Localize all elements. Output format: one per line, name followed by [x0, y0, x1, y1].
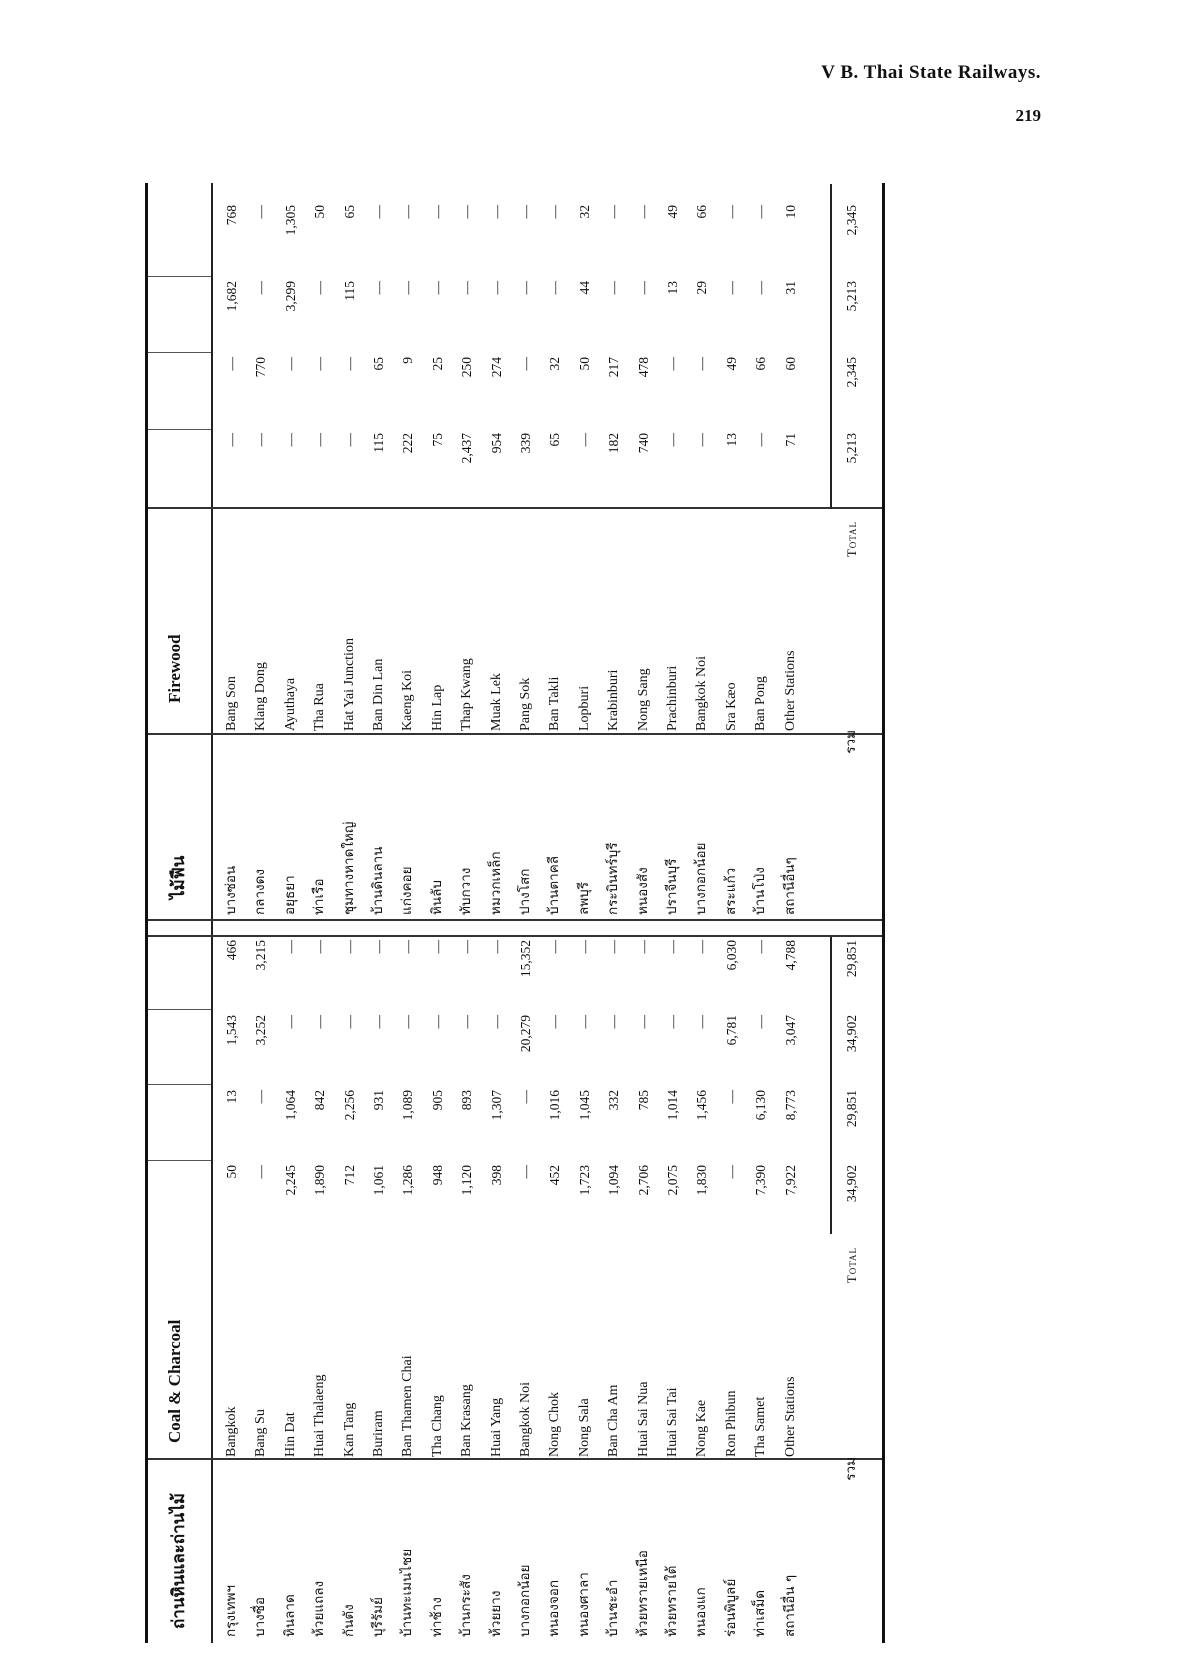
- value-cell: 115: [371, 433, 386, 453]
- station-thai-name: บางซื่อ: [252, 1596, 269, 1637]
- value-cell: 3,047: [782, 1015, 798, 1046]
- value-cell: —: [341, 433, 357, 447]
- total-value: 29,851: [844, 1090, 859, 1128]
- station-thai-name: หนองศาลา: [575, 1572, 592, 1637]
- total-row: [837, 183, 866, 1643]
- station-name: Muak Lek: [488, 673, 504, 731]
- station-name: Bang Su: [253, 1409, 269, 1457]
- value-cell: 3,299: [282, 281, 298, 312]
- value-cell: —: [635, 281, 651, 295]
- station-name: Huai Sai Tai: [665, 1387, 680, 1457]
- value-cell: —: [400, 1015, 416, 1029]
- value-cell: 250: [459, 357, 475, 378]
- station-name: Tha Rua: [312, 683, 328, 731]
- station-name: Ban Thamen Chai: [400, 1355, 416, 1457]
- value-cell: 1,305: [282, 205, 298, 236]
- table-row: [717, 183, 746, 1643]
- sub-column-rule: [148, 429, 211, 430]
- value-cell: —: [753, 433, 769, 447]
- table-row: [540, 183, 569, 1643]
- value-cell: 1,830: [694, 1165, 710, 1196]
- value-cell: 44: [576, 281, 592, 295]
- value-cell: 466: [224, 940, 239, 961]
- station-thai-name: หนองแก: [693, 1587, 710, 1637]
- station-thai-name: หินลาด: [281, 1594, 298, 1637]
- value-cell: 15,352: [518, 940, 533, 978]
- total-value: 2,345: [844, 357, 859, 388]
- value-cell: 2,075: [665, 1165, 680, 1196]
- value-cell: 32: [576, 205, 592, 219]
- value-cell: 65: [371, 357, 386, 371]
- station-name: Prachinburi: [665, 665, 680, 731]
- value-cell: —: [429, 205, 445, 219]
- value-cell: —: [253, 1165, 269, 1179]
- value-cell: —: [488, 1015, 504, 1029]
- value-cell: —: [312, 281, 328, 295]
- value-cell: —: [606, 205, 622, 219]
- table-row: [217, 183, 246, 1643]
- station-thai-name: บุรีรัมย์: [370, 1597, 386, 1637]
- value-cell: —: [341, 357, 357, 371]
- value-cell: —: [753, 205, 769, 219]
- value-cell: —: [635, 205, 651, 219]
- value-cell: 1,890: [312, 1165, 328, 1196]
- value-cell: —: [518, 357, 533, 371]
- station-thai-name: สถานีอื่น ๆ: [781, 1574, 798, 1637]
- value-cell: 60: [782, 357, 798, 371]
- value-cell: 13: [224, 1090, 239, 1104]
- value-cell: 332: [606, 1090, 622, 1111]
- value-cell: 770: [253, 357, 269, 378]
- value-cell: 1,682: [224, 281, 239, 312]
- value-cell: —: [576, 1015, 592, 1029]
- value-cell: 740: [635, 433, 651, 454]
- value-cell: 712: [341, 1165, 357, 1186]
- table-row: [276, 183, 305, 1643]
- station-thai-name: กันตัง: [340, 1604, 357, 1637]
- value-cell: 50: [576, 357, 592, 371]
- station-thai-name: หนองสัง: [634, 867, 651, 915]
- value-cell: 398: [488, 1165, 504, 1186]
- station-name: Huai Sai Nua: [635, 1381, 651, 1457]
- value-cell: 768: [224, 205, 239, 226]
- station-thai-name: บ้านโป่ง: [752, 867, 769, 915]
- station-name: Hin Dat: [282, 1412, 298, 1457]
- station-name: Ban Din Lan: [371, 658, 386, 731]
- station-thai-name: กรุงเทพฯ: [223, 1584, 239, 1637]
- value-cell: 7,390: [753, 1165, 769, 1196]
- total-thai-label: รวม: [843, 1457, 859, 1481]
- station-thai-name: ลพบุรี: [575, 882, 592, 915]
- value-cell: —: [459, 205, 475, 219]
- value-cell: 8,773: [782, 1090, 798, 1121]
- value-cell: 4,788: [782, 940, 798, 971]
- value-cell: 2,245: [282, 1165, 298, 1196]
- value-cell: —: [665, 1015, 680, 1029]
- value-cell: 1,016: [547, 1090, 563, 1121]
- station-name: Buriram: [371, 1410, 386, 1457]
- total-label: Total: [844, 1247, 859, 1284]
- value-cell: 3,252: [253, 1015, 269, 1046]
- table-row: [393, 183, 422, 1643]
- station-name: Bang Son: [224, 676, 239, 731]
- table-row: [482, 183, 511, 1643]
- value-cell: —: [371, 205, 386, 219]
- value-cell: 65: [341, 205, 357, 219]
- value-cell: —: [371, 281, 386, 295]
- station-thai-name: กระบินทร์บุรี: [605, 842, 622, 915]
- table-top-rule: [145, 183, 148, 1643]
- value-cell: —: [253, 281, 269, 295]
- station-thai-name: ปางโสก: [517, 868, 533, 915]
- value-cell: 3,215: [253, 940, 269, 971]
- value-cell: 6,130: [753, 1090, 769, 1121]
- value-cell: 50: [312, 205, 328, 219]
- value-cell: —: [429, 281, 445, 295]
- station-thai-name: บางกอกน้อย: [693, 842, 710, 915]
- station-thai-name: บางกอกน้อย: [517, 1564, 533, 1637]
- value-cell: 478: [635, 357, 651, 378]
- total-value: 5,213: [844, 281, 859, 312]
- value-cell: 6,781: [723, 1015, 739, 1046]
- value-cell: 1,307: [488, 1090, 504, 1121]
- value-cell: —: [547, 1015, 563, 1029]
- value-cell: 65: [547, 433, 563, 447]
- value-cell: 29: [694, 281, 710, 295]
- value-cell: 1,014: [665, 1090, 680, 1121]
- table-row: [335, 183, 364, 1643]
- firewood-heading: Firewood: [165, 634, 184, 703]
- station-name: Ban Cha Am: [606, 1384, 622, 1457]
- value-cell: —: [518, 1165, 533, 1179]
- station-thai-name: หมวกเหล็ก: [487, 851, 504, 915]
- station-name: Hin Lap: [429, 684, 445, 731]
- value-cell: —: [312, 1015, 328, 1029]
- value-cell: 2,437: [459, 433, 475, 464]
- station-name: Ban Pong: [753, 676, 769, 731]
- value-cell: —: [753, 281, 769, 295]
- value-cell: —: [253, 1090, 269, 1104]
- value-cell: —: [665, 357, 680, 371]
- value-cell: —: [665, 433, 680, 447]
- value-cell: —: [459, 1015, 475, 1029]
- value-cell: —: [253, 205, 269, 219]
- value-cell: —: [282, 1015, 298, 1029]
- value-cell: 1,089: [400, 1090, 416, 1121]
- station-thai-name: ปราจีนบุรี: [664, 858, 680, 915]
- value-cell: 893: [459, 1090, 475, 1111]
- table-row: [687, 183, 716, 1643]
- station-name: Nong Sala: [576, 1398, 592, 1457]
- table-row: [570, 183, 599, 1643]
- value-cell: —: [694, 1015, 710, 1029]
- station-name: Bangkok Noi: [694, 655, 710, 731]
- station-name: Kan Tang: [341, 1402, 357, 1457]
- value-cell: —: [547, 281, 563, 295]
- total-rule: [830, 184, 832, 509]
- sub-column-rule: [148, 1160, 211, 1161]
- station-thai-name: ท่าช้าง: [428, 1597, 445, 1637]
- value-cell: —: [488, 281, 504, 295]
- value-cell: —: [606, 940, 622, 954]
- value-cell: 1,045: [576, 1090, 592, 1121]
- firewood-thai-heading: ไม้ฟืน: [169, 855, 189, 899]
- value-cell: 1,061: [371, 1165, 386, 1196]
- value-cell: —: [518, 205, 533, 219]
- total-rule: [830, 937, 832, 1234]
- station-name: Ban Takli: [547, 676, 563, 731]
- station-thai-name: บ้านชะอำ: [605, 1579, 622, 1637]
- value-cell: —: [282, 433, 298, 447]
- station-name: Huai Yang: [488, 1397, 504, 1457]
- value-cell: 7,922: [782, 1165, 798, 1196]
- value-cell: 948: [429, 1165, 445, 1186]
- value-cell: —: [694, 357, 710, 371]
- station-name: Bangkok: [224, 1406, 239, 1457]
- value-cell: —: [224, 357, 239, 371]
- sub-column-rule: [148, 276, 211, 277]
- value-cell: —: [518, 1090, 533, 1104]
- value-cell: 9: [400, 357, 416, 364]
- value-cell: 1,456: [694, 1090, 710, 1121]
- value-cell: —: [606, 1015, 622, 1029]
- value-cell: 49: [665, 205, 680, 219]
- station-name: Nong Kae: [694, 1399, 710, 1457]
- station-thai-name: บ้านกระสัง: [458, 1574, 475, 1637]
- station-thai-name: ท่าเรือ: [311, 878, 328, 915]
- table-bottom-rule: [882, 183, 885, 1643]
- coal-heading: Coal & Charcoal: [165, 1319, 184, 1443]
- value-cell: —: [312, 433, 328, 447]
- value-cell: —: [753, 1015, 769, 1029]
- station-thai-name: ร่อนพิบูลย์: [722, 1578, 739, 1637]
- value-cell: 1,094: [606, 1165, 622, 1196]
- value-cell: —: [547, 205, 563, 219]
- value-cell: —: [635, 940, 651, 954]
- value-cell: —: [547, 940, 563, 954]
- value-cell: 20,279: [518, 1015, 533, 1053]
- station-name: Tha Chang: [429, 1395, 445, 1457]
- value-cell: 2,256: [341, 1090, 357, 1121]
- value-cell: 50: [224, 1165, 239, 1179]
- value-cell: 66: [694, 205, 710, 219]
- station-thai-name: อยุธยา: [281, 875, 298, 915]
- total-label: Total: [844, 521, 859, 558]
- table-row: [364, 183, 393, 1643]
- sub-column-rule: [148, 352, 211, 353]
- total-value: 29,851: [844, 940, 859, 978]
- value-cell: —: [723, 1090, 739, 1104]
- value-cell: —: [635, 1015, 651, 1029]
- value-cell: —: [723, 281, 739, 295]
- page-number: 219: [1015, 106, 1041, 125]
- table-row: [776, 183, 805, 1643]
- value-cell: 75: [429, 433, 445, 447]
- station-thai-name: ห้วยทรายใต้: [664, 1565, 680, 1637]
- station-thai-name: หินลับ: [428, 880, 445, 915]
- total-value: 2,345: [844, 205, 859, 236]
- station-name: Ayuthaya: [282, 677, 298, 731]
- sub-column-rule: [148, 1009, 211, 1010]
- value-cell: 2,706: [635, 1165, 651, 1196]
- header-rule: [211, 183, 213, 1643]
- total-thai-label: รวม: [843, 730, 859, 754]
- value-cell: —: [371, 1015, 386, 1029]
- station-thai-name: สระแก้ว: [722, 867, 739, 915]
- value-cell: —: [723, 205, 739, 219]
- value-cell: —: [429, 1015, 445, 1029]
- station-thai-name: บางซ่อน: [223, 865, 239, 915]
- sub-column-rule: [148, 1084, 211, 1085]
- value-cell: —: [371, 940, 386, 954]
- station-thai-name: ชุมทางหาดใหญ่: [340, 821, 357, 915]
- value-cell: 785: [635, 1090, 651, 1111]
- value-cell: 6,030: [723, 940, 739, 971]
- station-name: Nong Chok: [547, 1392, 563, 1457]
- total-value: 34,902: [844, 1165, 859, 1203]
- value-cell: —: [282, 940, 298, 954]
- station-thai-name: ท่าเสม็ด: [752, 1590, 769, 1637]
- value-cell: 222: [400, 433, 416, 454]
- value-cell: 452: [547, 1165, 563, 1186]
- station-name: Thap Kwang: [459, 658, 475, 731]
- value-cell: —: [224, 433, 239, 447]
- value-cell: 842: [312, 1090, 328, 1111]
- value-cell: —: [400, 281, 416, 295]
- station-name: Krabinburi: [606, 669, 622, 731]
- station-name: Hat Yai Junction: [341, 638, 357, 731]
- table-row: [599, 183, 628, 1643]
- value-cell: —: [665, 940, 680, 954]
- value-cell: —: [518, 281, 533, 295]
- table-row: [452, 183, 481, 1643]
- value-cell: 1,286: [400, 1165, 416, 1196]
- station-name: Bangkok Noi: [518, 1381, 533, 1457]
- value-cell: 339: [518, 433, 533, 454]
- station-name: Other Stations: [782, 1376, 798, 1457]
- station-thai-name: ห้วยแถลง: [311, 1580, 328, 1637]
- value-cell: —: [341, 1015, 357, 1029]
- station-thai-name: กลางดง: [252, 869, 269, 915]
- value-cell: 49: [723, 357, 739, 371]
- value-cell: —: [459, 281, 475, 295]
- table-row: [746, 183, 775, 1643]
- value-cell: —: [694, 940, 710, 954]
- value-cell: —: [606, 281, 622, 295]
- value-cell: —: [400, 205, 416, 219]
- value-cell: 1,543: [224, 1015, 239, 1046]
- value-cell: —: [488, 205, 504, 219]
- value-cell: 905: [429, 1090, 445, 1111]
- value-cell: 66: [753, 357, 769, 371]
- station-thai-name: ห้วยทรายเหนือ: [634, 1550, 651, 1637]
- value-cell: —: [312, 940, 328, 954]
- value-cell: 31: [782, 281, 798, 295]
- station-thai-name: สถานีอื่นๆ: [781, 857, 798, 915]
- value-cell: —: [723, 1165, 739, 1179]
- total-value: 5,213: [844, 433, 859, 464]
- station-thai-name: หนองจอก: [546, 1579, 563, 1637]
- table-row: [305, 183, 334, 1643]
- value-cell: —: [253, 433, 269, 447]
- value-cell: —: [341, 940, 357, 954]
- freight-table: [145, 183, 885, 1643]
- value-cell: 1,064: [282, 1090, 298, 1121]
- value-cell: 1,120: [459, 1165, 475, 1196]
- value-cell: —: [694, 433, 710, 447]
- station-name: Nong Sang: [635, 668, 651, 731]
- value-cell: 25: [429, 357, 445, 371]
- rotated-table: [145, 183, 885, 1643]
- station-thai-name: แก่งคอย: [399, 866, 416, 915]
- station-name: Ron Phibun: [723, 1390, 739, 1457]
- running-head: V B. Thai State Railways.: [821, 62, 1041, 83]
- table-row: [246, 183, 275, 1643]
- station-thai-name: ทับกวาง: [458, 867, 475, 915]
- station-name: Huai Thalaeng: [312, 1374, 328, 1457]
- coal-thai-heading: ถ่านหินและถ่านไม้: [169, 1492, 189, 1629]
- value-cell: 931: [371, 1090, 386, 1111]
- station-name: Kaeng Koi: [400, 669, 416, 731]
- value-cell: 954: [488, 433, 504, 454]
- table-row: [423, 183, 452, 1643]
- station-name: Pang Sok: [518, 677, 533, 731]
- value-cell: —: [312, 357, 328, 371]
- value-cell: 217: [606, 357, 622, 378]
- value-cell: 182: [606, 433, 622, 454]
- station-name: Lopburi: [576, 685, 592, 731]
- table-row: [511, 183, 540, 1643]
- value-cell: 13: [665, 281, 680, 295]
- value-cell: —: [400, 940, 416, 954]
- station-name: Klang Dong: [253, 662, 269, 731]
- station-name: Ban Krasang: [459, 1384, 475, 1457]
- value-cell: —: [576, 940, 592, 954]
- value-cell: —: [429, 940, 445, 954]
- station-thai-name: บ้านทะเมนไชย: [399, 1548, 416, 1637]
- value-cell: —: [753, 940, 769, 954]
- value-cell: 1,723: [576, 1165, 592, 1196]
- total-value: 34,902: [844, 1015, 859, 1053]
- value-cell: —: [576, 433, 592, 447]
- station-thai-name: ห้วยยาง: [487, 1590, 504, 1637]
- value-cell: —: [488, 940, 504, 954]
- table-row: [629, 183, 658, 1643]
- value-cell: 13: [723, 433, 739, 447]
- station-name: Tha Samet: [753, 1396, 769, 1457]
- value-cell: —: [459, 940, 475, 954]
- station-thai-name: บ้านตาคลี: [546, 855, 563, 915]
- value-cell: 71: [782, 433, 798, 447]
- station-thai-name: บ้านดินลาน: [370, 846, 386, 915]
- value-cell: 32: [547, 357, 563, 371]
- table-row: [658, 183, 687, 1643]
- value-cell: 274: [488, 357, 504, 378]
- station-name: Other Stations: [782, 650, 798, 731]
- station-name: Sra Kæo: [723, 682, 739, 731]
- value-cell: 115: [341, 281, 357, 301]
- value-cell: —: [282, 357, 298, 371]
- value-cell: 10: [782, 205, 798, 219]
